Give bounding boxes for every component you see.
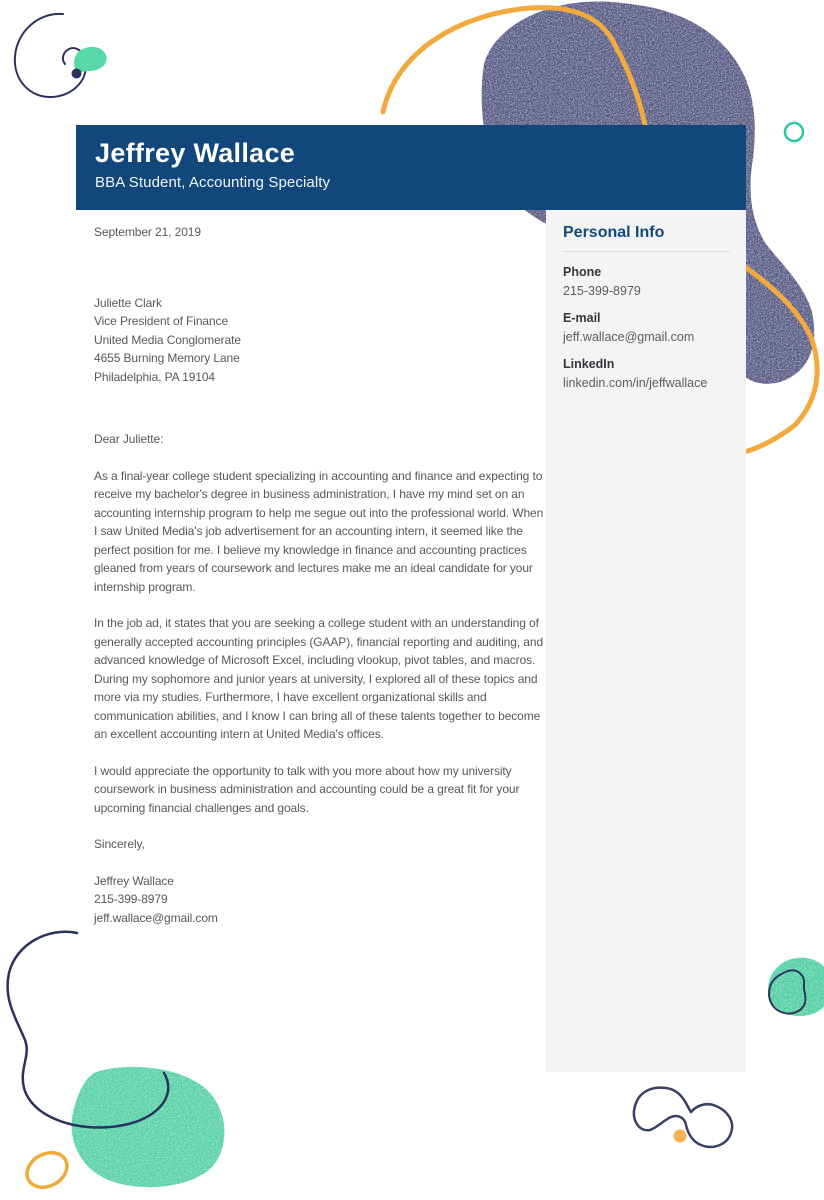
recipient-name: Juliette Clark: [94, 295, 162, 310]
recipient-city: Philadelphia, PA 19104: [94, 369, 216, 384]
personal-info-sidebar: [546, 210, 746, 1072]
signature-block: [94, 872, 546, 928]
dot-yellow-bottom-right-shape: [674, 1130, 687, 1143]
sidebar-field-email: [563, 311, 730, 344]
applicant-name: Jeffrey Wallace: [95, 138, 296, 168]
header-band: [76, 125, 746, 210]
sidebar-heading: Personal Info: [563, 224, 730, 252]
recipient-title: Vice President of Finance: [94, 314, 229, 328]
signature-phone: 215-399-8979: [94, 892, 168, 906]
sidebar-field-linkedin: [563, 357, 730, 390]
oval-yellow-bottom-left-shape: [21, 1146, 73, 1194]
letter-closing: Sincerely,: [94, 837, 145, 851]
letter-paragraph-2: In the job ad, it states that you are seeking a college student with an understanding of generally accepted accounting principles (GAAP), financial reporting and auditing, and advanced knowledge of Microsoft Excel, including vlookup, pivot tables, and macros. During my sophomore and junior years at university, I explored all of these topics and more via my studies. Furthermore, I have excellent organizational skills and communication abilities, and I know I can bring all of these talents together to become an excellent accounting intern at United Media's offices.: [94, 616, 544, 741]
phone-value: 215-399-8979: [563, 284, 641, 298]
sidebar-field-phone: [563, 265, 730, 298]
salutation: Dear Juliette:: [94, 432, 164, 446]
signature-name: Jeffrey Wallace: [94, 873, 174, 888]
letter-date: September 21, 2019: [94, 225, 201, 239]
linkedin-label: LinkedIn: [563, 357, 615, 371]
signature-email: jeff.wallace@gmail.com: [94, 910, 218, 925]
linkedin-value: linkedin.com/in/jeffwallace: [563, 376, 708, 390]
dot-navy-top-left-shape: [72, 69, 82, 79]
ring-teal-top-right-shape: [785, 123, 803, 141]
phone-label: Phone: [563, 265, 602, 279]
letter-body: [94, 210, 546, 927]
blob-outline-top-left-shape: [15, 14, 86, 97]
applicant-title: BBA Student, Accounting Specialty: [95, 174, 331, 191]
email-value: jeff.wallace@gmail.com: [563, 330, 695, 344]
blob-teal-bottom-right-shape: [768, 958, 824, 1016]
recipient-street: 4655 Burning Memory Lane: [94, 351, 240, 365]
email-label: E-mail: [563, 311, 601, 325]
recipient-company: United Media Conglomerate: [94, 332, 241, 347]
recipient-address-block: [94, 294, 546, 387]
letter-paragraph-3: I would appreciate the opportunity to talk with you more about how my university coursework in business administration and accounting could be a great fit for your upcoming financial challenges and goals.: [94, 763, 520, 815]
letter-paragraph-1: As a final-year college student specializing in accounting and finance and expecting to receive my bachelor's degree in business administration, I have my mind set on an accounting internship program to help me segue out into the professional world. When I saw United Media's job advertisement for an accounting intern, it seemed like the perfect position for me. I believe my knowledge in finance and accounting practices gleaned from years of coursework and lectures make me an ideal candidate for your internship program.: [94, 468, 544, 594]
